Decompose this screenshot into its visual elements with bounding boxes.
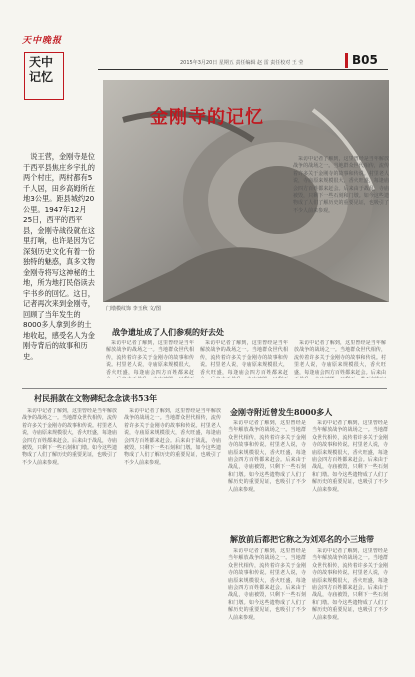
headline: 金刚寺的记忆 <box>150 107 264 128</box>
subheading-villagers-donation: 村民捐款在文物碑纪念念读书53年 <box>34 393 158 403</box>
section-stamp <box>24 52 64 100</box>
body-column <box>312 420 388 530</box>
body-column <box>22 408 117 658</box>
body-column <box>228 548 306 658</box>
body-paragraph: 采访中记者了解到，这里曾经是当年解放战争的战场之一。当地群众世代相传，流传着许多关于金刚寺的故事和传说。村里老人说，寺庙原来规模很大，香火旺盛，每逢庙会四方百姓都来赶会。后来由于战乱，寺庙被毁，只剩下一些石刻和门墩。如今这些遗物成了人们了解历史的重要见证，也吸引了不少人前来参观。 <box>22 408 117 466</box>
body-paragraph: 采访中记者了解到，这里曾经是当年解放战争的战场之一。当地群众世代相传，流传着许多关于金刚寺的故事和传说。村里老人说，寺庙原来规模很大，香火旺盛，每逢庙会四方百姓都来赶会。后来由于战乱，寺庙被毁，只剩下一些石刻和门墩。如今这些遗物成了人们了解历史的重要见证，也吸引了不少人前来参观。 <box>228 548 306 621</box>
photo-caption: 门墩模纹饰 李玉秋 文/图 <box>106 306 161 312</box>
body-column <box>106 340 194 378</box>
subheading-8000-people: 金刚寺附近曾发生8000多人 <box>230 407 333 417</box>
body-paragraph: 采访中记者了解到，这里曾经是当年解放战争的战场之一。当地群众世代相传，流传着许多关于金刚寺的故事和传说。村里老人说，寺庙原来规模很大，香火旺盛，每逢庙会四方百姓都来赶会。后来由于战乱，寺庙被毁，只剩下一些石刻和门墩。如今这些遗物成了人们了解历史的重要见证，也吸引了不少人前来参观。 <box>228 420 306 493</box>
subheading-war-site: 战争遗址成了人们参观的好去处 <box>112 327 224 337</box>
body-column <box>293 156 389 316</box>
top-rule <box>98 69 388 70</box>
masthead: 天中晚报 <box>22 36 63 46</box>
body-column <box>312 548 388 658</box>
body-column <box>294 340 386 378</box>
body-column <box>228 420 306 530</box>
page-number: B05 <box>352 53 378 67</box>
section-stamp-line2: 记忆 <box>29 70 54 84</box>
subheading-liberation: 解放前后都把它称之为刘邓名的小三地带 <box>230 534 374 544</box>
body-paragraph: 采访中记者了解到，这里曾经是当年解放战争的战场之一。当地群众世代相传，流传着许多关于金刚寺的故事和传说。村里老人说，寺庙原来规模很大，香火旺盛，每逢庙会四方百姓都来赶会。后来由于战乱，寺庙被毁，只剩下一些石刻和门墩。如今这些遗物成了人们了解历史的重要见证，也吸引了不少人前来参观。 <box>124 408 221 466</box>
dateline: 2015年3月20日 星期五 责任编辑 赵 雷 责任校对 王 莹 <box>180 60 304 66</box>
body-paragraph: 采访中记者了解到，这里曾经是当年解放战争的战场之一。当地群众世代相传，流传着许多关于金刚寺的故事和传说。村里老人说，寺庙原来规模很大，香火旺盛，每逢庙会四方百姓都来赶 <box>106 340 194 376</box>
body-paragraph: 采访中记者了解到，这里曾经是当年解放战争的战场之一。当地群众世代相传，流传着许多关于金刚寺的故事和传说。村里老人说，寺庙原来规模很大，香火旺盛，每逢庙会四方百姓都来赶 <box>200 340 288 376</box>
page-number-bar <box>345 53 348 68</box>
intro-text: 说王营，金刚寺是位于西平县焦庄乡宇扎的两个村庄，两村都有5千人居，田乡高姆所在地3公里。距县城约20公里。1947年12月25日，西平的西平县，金刚寺战役就在这里打响，也许是因为它深刻历史文化有着一份独特的魅惑，真多文物金刚寺将写这神秘的土地，所为地打民俗读去宇书乡的回忆。这日，记者再次来到金刚寺，回顾了当年发生的8000多人拿到乡的土地收起，感受名人为金刚寺背后的故事和历史。 <box>23 152 95 361</box>
body-paragraph: 采访中记者了解到，这里曾经是当年解放战争的战场之一。当地群众世代相传，流传着许多关于金刚寺的故事和传说。村里老人说，寺庙原来规模很大，香火旺盛，每逢庙会四方百姓都来赶会。后来由 <box>294 340 386 376</box>
body-paragraph: 采访中记者了解到，这里曾经是当年解放战争的战场之一。当地群众世代相传，流传着许多关于金刚寺的故事和传说。村里老人说，寺庙原来规模很大，香火旺盛，每逢庙会四方百姓都来赶会。后来由于战乱，寺庙被毁，只剩下一些石刻和门墩。如今这些遗物成了人们了解历史的重要见证，也吸引了不少人前来参观。 <box>293 156 389 214</box>
section-stamp-line1: 天中 <box>29 55 54 69</box>
body-paragraph: 采访中记者了解到，这里曾经是当年解放战争的战场之一。当地群众世代相传，流传着许多关于金刚寺的故事和传说。村里老人说，寺庙原来规模很大，香火旺盛，每逢庙会四方百姓都来赶会。后来由于战乱，寺庙被毁，只剩下一些石刻和门墩。如今这些遗物成了人们了解历史的重要见证，也吸引了不少人前来参观。 <box>312 548 388 621</box>
body-column <box>200 340 288 378</box>
section-divider <box>22 388 387 389</box>
body-paragraph: 采访中记者了解到，这里曾经是当年解放战争的战场之一。当地群众世代相传，流传着许多关于金刚寺的故事和传说。村里老人说，寺庙原来规模很大，香火旺盛，每逢庙会四方百姓都来赶会。后来由于战乱，寺庙被毁，只剩下一些石刻和门墩。如今这些遗物成了人们了解历史的重要见证，也吸引了不少人前来参观。 <box>312 420 388 493</box>
body-column <box>124 408 221 658</box>
